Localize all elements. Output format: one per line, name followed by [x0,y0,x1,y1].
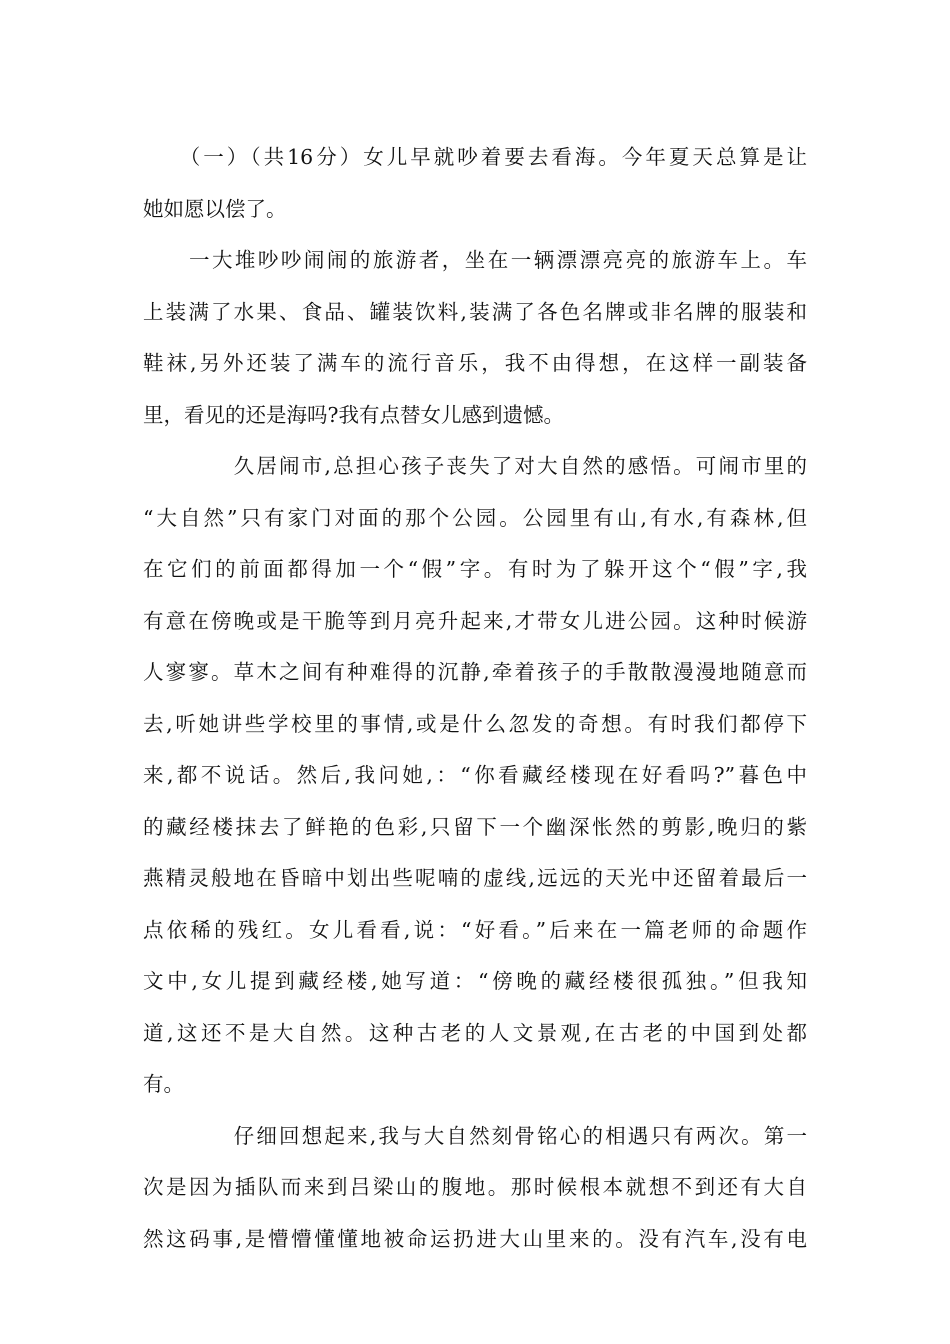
text-line: （一）（共16分）女儿早就吵着要去看海。今年夏天总算是让 [143,145,807,169]
document-body [143,132,807,1265]
text-line: 文中,女儿提到藏经楼,她写道：“傍晚的藏经楼很孤独。”但我知 [143,969,807,993]
text-line: 鞋袜,另外还装了满车的流行音乐，我不由得想，在这样一副装备 [143,351,807,375]
text-line: 次是因为插队而来到吕梁山的腹地。那时候根本就想不到还有大自 [143,1175,807,1199]
text-line: 然这码事,是懵懵懂懂地被命运扔进大山里来的。没有汽车,没有电 [143,1226,807,1251]
text-line: 去,听她讲些学校里的事情,或是什么忽发的奇想。有时我们都停下 [143,711,807,736]
text-line: 久居闹市,总担心孩子丧失了对大自然的感悟。可闹市里的 [143,454,807,478]
text-line: 一大堆吵吵闹闹的旅游者，坐在一辆漂漂亮亮的旅游车上。车 [143,248,807,272]
text-line: 里，看见的还是海吗?我有点替女儿感到遗憾。 [143,402,564,427]
text-line: 燕精灵般地在昏暗中划出些呢喃的虚线,远远的天光中还留着最后一 [143,866,807,890]
text-line: 她如愿以偿了。 [143,196,287,221]
text-line: 道,这还不是大自然。这种古老的人文景观,在古老的中国到处都 [143,1020,807,1045]
text-line: 来,都不说话。然后,我问她,：“你看藏经楼现在好看吗?”暮色中 [143,763,807,787]
text-line: 上装满了水果、食品、罐装饮料,装满了各色名牌或非名牌的服装和 [143,299,807,324]
text-line: 的藏经楼抹去了鲜艳的色彩,只留下一个幽深怅然的剪影,晚归的紫 [143,814,807,839]
text-line: 有。 [143,1072,184,1096]
text-line: 仔细回想起来,我与大自然刻骨铭心的相遇只有两次。第一 [143,1123,807,1148]
text-line: “大自然”只有家门对面的那个公园。公园里有山,有水,有森林,但 [143,505,807,530]
text-line: 人寥寥。草木之间有种难得的沉静,牵着孩子的手散散漫漫地随意而 [143,660,807,684]
text-line: 点依稀的残红。女儿看看,说：“好看。”后来在一篇老师的命题作 [143,917,807,942]
text-line: 在它们的前面都得加一个“假”字。有时为了躲开这个“假”字,我 [143,557,807,581]
text-line: 有意在傍晚或是干脆等到月亮升起来,才带女儿进公园。这种时候游 [143,608,807,633]
